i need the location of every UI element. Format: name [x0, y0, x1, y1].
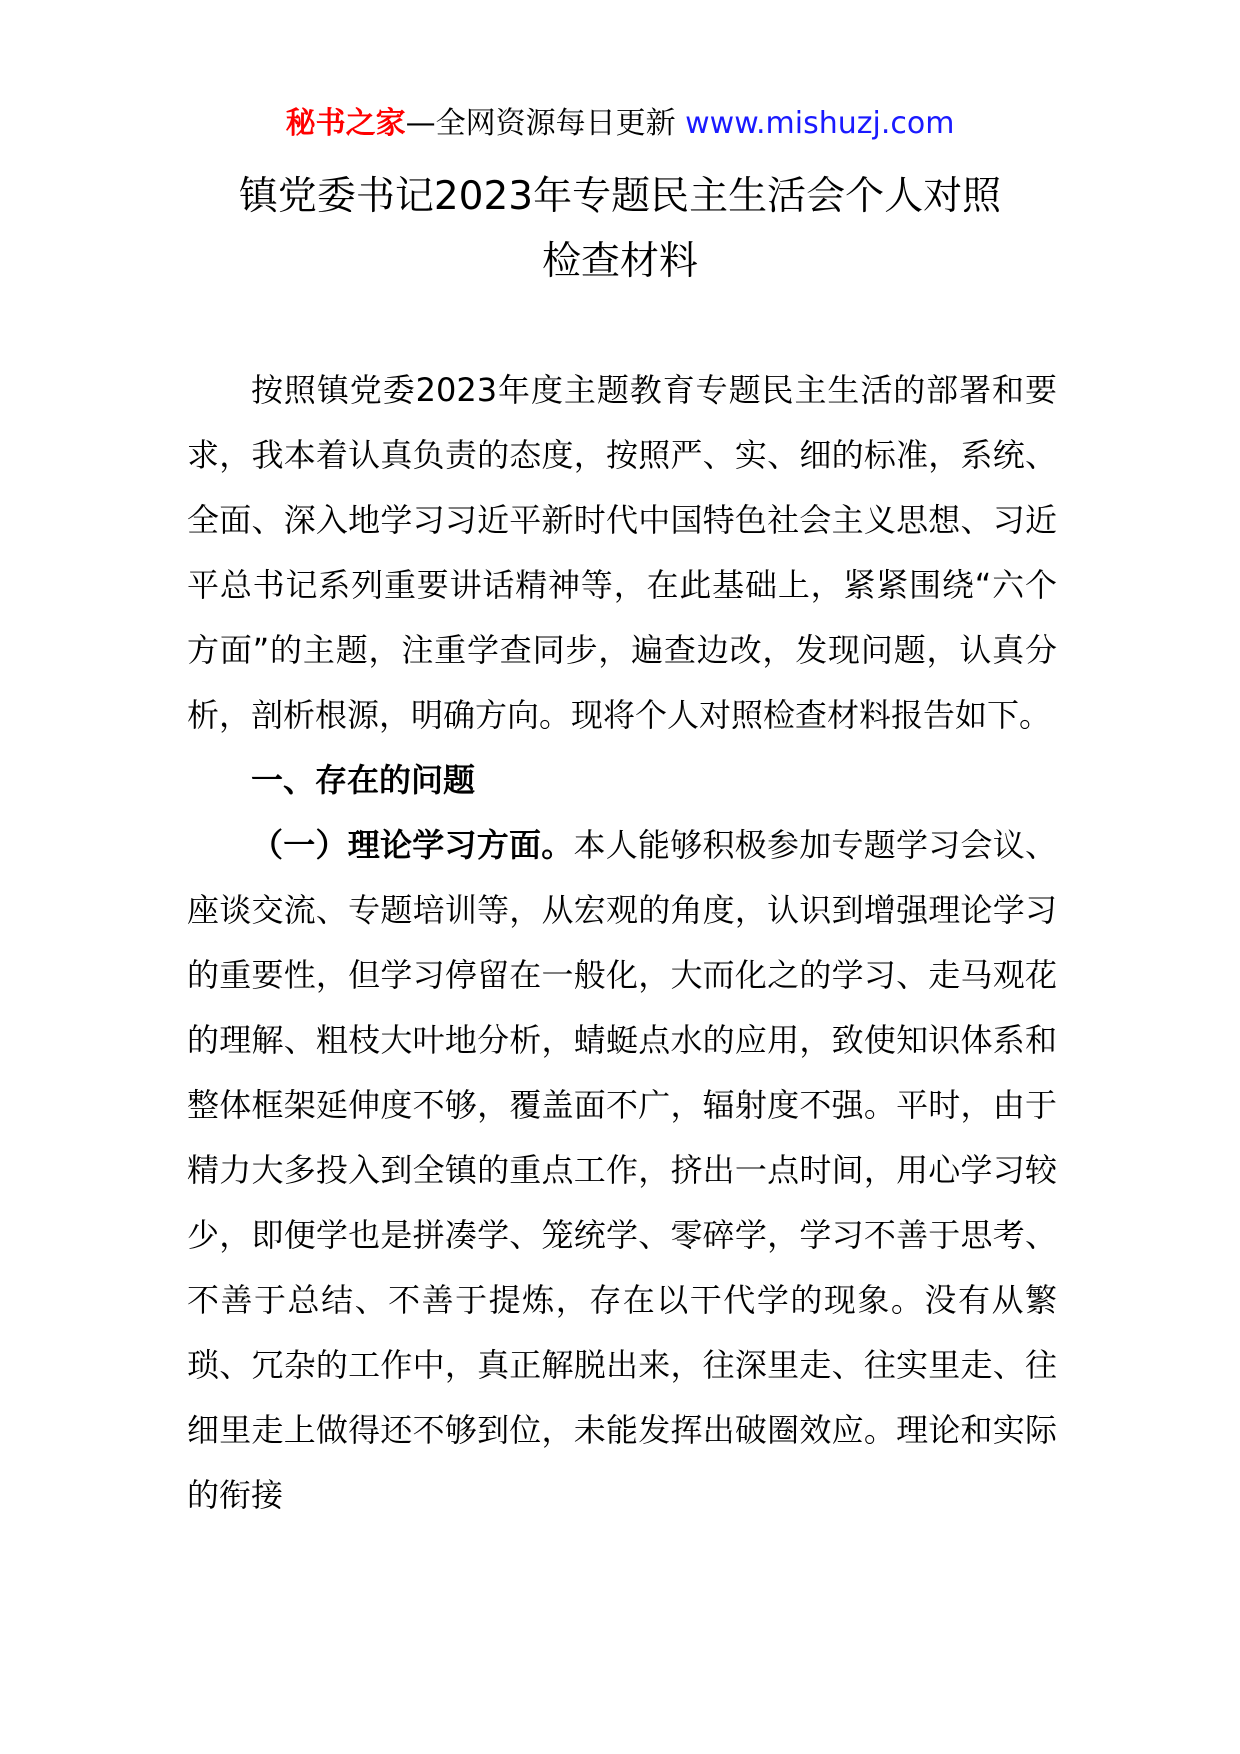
subsection-paragraph-theory	[187, 813, 1057, 1528]
header-tagline: —全网资源每日更新	[405, 106, 676, 141]
subsection-text-theory: 本人能够积极参加专题学习会议、座谈交流、专题培训等，从宏观的角度，认识到增强理论学习的重要性，但学习停留在一般化，大而化之的学习、走马观花的理解、粗枝大叶地分析，蜻蜓点水的应用，致使知识体系和整体框架延伸度不够，覆盖面不广，辐射度不强。平时，由于精力大多投入到全镇的重点工作，挤出一点时间，用心学习较少，即便学也是拼凑学、笼统学、零碎学，学习不善于思考、不善于总结、不善于提炼，存在以干代学的现象。没有从繁琐、冗杂的工作中，真正解脱出来，往深里走、往实里走、往细里走上做得还不够到位，未能发挥出破圈效应。理论和实际的衔接	[187, 826, 1057, 1514]
title-line-1: 镇党委书记2023年专题民主生活会个人对照	[238, 174, 1002, 219]
subsection-heading-theory: （一）理论学习方面。	[251, 826, 574, 864]
document-title	[0, 164, 1240, 294]
section-heading-problems: 一、存在的问题	[251, 761, 476, 799]
site-url-link[interactable]: www.mishuzj.com	[685, 106, 955, 141]
intro-paragraph: 按照镇党委2023年度主题教育专题民主生活的部署和要求，我本着认真负责的态度，按照严、实、细的标准，系统、全面、深入地学习习近平新时代中国特色社会主义思想、习近平总书记系列重要讲话精神等，在此基础上，紧紧围绕“六个方面”的主题，注重学查同步，遍查边改，发现问题，认真分析，剖析根源，明确方向。现将个人对照检查材料报告如下。	[187, 371, 1057, 734]
brand-name: 秘书之家	[285, 106, 406, 141]
document-body	[187, 358, 1057, 1528]
title-line-2: 检查材料	[541, 239, 698, 284]
header-banner	[0, 100, 1240, 148]
